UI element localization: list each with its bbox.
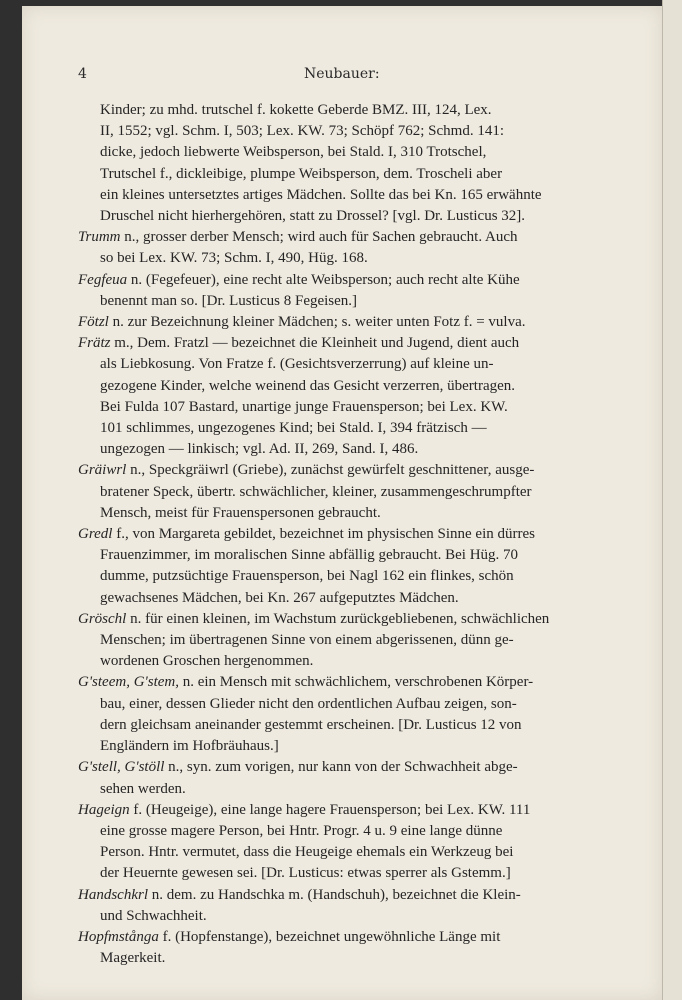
- entry-text: dern gleichsam aneinander gestemmt erscheinen. [Dr. Lusticus 12 von: [100, 716, 522, 733]
- entry-line: [78, 142, 598, 163]
- entry-line: [78, 524, 598, 545]
- entry-headword: Hageign: [78, 801, 130, 818]
- entry-text: n. für einen kleinen, im Wachstum zurückgebliebenen, schwächlichen: [126, 610, 550, 627]
- entry-text: Magerkeit.: [100, 950, 166, 967]
- entry-text: Mensch, meist für Frauenspersonen gebraucht.: [100, 504, 381, 521]
- entry-line: [78, 821, 598, 842]
- entry-text: Trutschel f., dickleibige, plumpe Weibsperson, dem. Troscheli aber: [100, 165, 503, 182]
- entry-line: [78, 291, 598, 312]
- entry-headword: Fegfeua: [78, 271, 128, 288]
- entry-line: [78, 270, 598, 291]
- entry-text: n., Speckgräiwrl (Griebe), zunächst gewürfelt geschnittener, ausge-: [126, 462, 535, 479]
- page-header: [78, 66, 598, 88]
- entry-headword: Gröschl: [78, 610, 127, 627]
- entry-text: f. (Hopfenstange), bezeichnet ungewöhnliche Länge mit: [158, 928, 501, 945]
- entry-text: Menschen; im übertragenen Sinne von einem abgerissenen, dünn ge-: [100, 632, 514, 649]
- entry-line: [78, 100, 598, 121]
- entry-line: [78, 736, 598, 757]
- entry-text: sehen werden.: [100, 780, 186, 797]
- entry-line: [78, 439, 598, 460]
- entry-line: [78, 354, 598, 375]
- entry-line: [78, 121, 598, 142]
- dictionary-entry: [78, 800, 598, 885]
- dictionary-entry: [78, 227, 598, 269]
- entry-line: [78, 651, 598, 672]
- entry-headword: Fötzl: [78, 314, 109, 331]
- entry-text: n. zur Bezeichnung kleiner Mädchen; s. weiter unten Fotz f. = vulva.: [108, 314, 526, 331]
- dictionary-text: [78, 100, 598, 969]
- entry-line: [78, 418, 598, 439]
- page-number: 4: [78, 66, 87, 82]
- entry-line: [78, 609, 598, 630]
- running-head: Neubauer:: [304, 66, 380, 82]
- entry-line: [78, 757, 598, 778]
- entry-text: ungezogen — linkisch; vgl. Ad. II, 269, Sand. I, 486.: [100, 441, 419, 458]
- entry-line: [78, 906, 598, 927]
- entry-line: [78, 333, 598, 354]
- entry-text: f., von Margareta gebildet, bezeichnet im physischen Sinne ein dürres: [112, 526, 535, 543]
- entry-line: [78, 694, 598, 715]
- entry-line: [78, 312, 598, 333]
- entry-headword: Gräiwrl: [78, 462, 127, 479]
- entry-line: [78, 164, 598, 185]
- dictionary-entry: [78, 100, 598, 227]
- dictionary-entry: [78, 609, 598, 673]
- dictionary-entry: [78, 672, 598, 757]
- entry-text: wordenen Groschen hergenommen.: [100, 653, 314, 670]
- entry-line: [78, 588, 598, 609]
- entry-text: dumme, putzsüchtige Frauensperson, bei Nagl 162 ein flinkes, schön: [100, 568, 514, 585]
- entry-text: Person. Hntr. vermutet, dass die Heugeige ehemals ein Werkzeug bei: [100, 844, 514, 861]
- entry-text: und Schwachheit.: [100, 907, 207, 924]
- entry-line: [78, 227, 598, 248]
- entry-line: [78, 545, 598, 566]
- entry-line: [78, 206, 598, 227]
- entry-text: gezogene Kinder, welche weinend das Gesicht verzerren, übertragen.: [100, 377, 516, 394]
- entry-line: [78, 715, 598, 736]
- entry-text: bau, einer, dessen Glieder nicht den ordentlichen Aufbau zeigen, son-: [100, 695, 517, 712]
- entry-text: n. dem. zu Handschka m. (Handschuh), bezeichnet die Klein-: [148, 886, 521, 903]
- entry-line: [78, 248, 598, 269]
- entry-line: [78, 800, 598, 821]
- entry-line: [78, 927, 598, 948]
- entry-line: [78, 779, 598, 800]
- entry-text: n. ein Mensch mit schwächlichem, verschrobenen Körper-: [178, 674, 534, 691]
- entry-text: Druschel nicht hierhergehören, statt zu Drossel? [vgl. Dr. Lusticus 32].: [100, 208, 526, 225]
- entry-line: [78, 376, 598, 397]
- entry-text: II, 1552; vgl. Schm. I, 503; Lex. KW. 73; Schöpf 762; Schmd. 141:: [100, 123, 505, 140]
- entry-headword: Frätz: [78, 335, 111, 352]
- entry-text: Frauenzimmer, im moralischen Sinne abfällig gebraucht. Bei Hüg. 70: [100, 547, 519, 564]
- entry-line: [78, 885, 598, 906]
- entry-text: eine grosse magere Person, bei Hntr. Progr. 4 u. 9 eine lange dünne: [100, 822, 503, 839]
- entry-text: dicke, jedoch liebwerte Weibsperson, bei Stald. I, 310 Trotschel,: [100, 144, 487, 161]
- dictionary-entry: [78, 460, 598, 524]
- entry-line: [78, 948, 598, 969]
- entry-text: m., Dem. Fratzl — bezeichnet die Kleinheit und Jugend, dient auch: [110, 335, 520, 352]
- dictionary-entry: [78, 524, 598, 609]
- entry-text: der Heuernte gewesen sei. [Dr. Lusticus: etwas sperrer als Gstemm.]: [100, 865, 511, 882]
- entry-headword: Hopfmstånga: [78, 928, 159, 945]
- entry-line: [78, 397, 598, 418]
- entry-text: Bei Fulda 107 Bastard, unartige junge Frauensperson; bei Lex. KW.: [100, 398, 508, 415]
- entry-line: [78, 863, 598, 884]
- entry-text: als Liebkosung. Von Fratze f. (Gesichtsverzerrung) auf kleine un-: [100, 356, 494, 373]
- facing-page-edge: [662, 0, 682, 1000]
- entry-text: 101 schlimmes, ungezogenes Kind; bei Stald. I, 394 frätzisch —: [100, 420, 487, 437]
- entry-text: so bei Lex. KW. 73; Schm. I, 490, Hüg. 168.: [100, 250, 368, 267]
- entry-headword: G'steem, G'stem,: [78, 674, 179, 691]
- entry-text: f. (Heugeige), eine lange hagere Frauensperson; bei Lex. KW. 111: [129, 801, 531, 818]
- dictionary-entry: [78, 312, 598, 333]
- entry-line: [78, 672, 598, 693]
- entry-line: [78, 630, 598, 651]
- dictionary-entry: [78, 885, 598, 927]
- dictionary-entry: [78, 333, 598, 460]
- dictionary-entry: [78, 927, 598, 969]
- entry-text: ein kleines untersetztes artiges Mädchen. Sollte das bei Kn. 165 erwähnte: [100, 186, 542, 203]
- entry-text: gewachsenes Mädchen, bei Kn. 267 aufgeputztes Mädchen.: [100, 589, 459, 606]
- entry-line: [78, 503, 598, 524]
- entry-line: [78, 460, 598, 481]
- entry-text: n., grosser derber Mensch; wird auch für Sachen gebraucht. Auch: [120, 229, 518, 246]
- entry-headword: Handschkrl: [78, 886, 148, 903]
- entry-text: Kinder; zu mhd. trutschel f. kokette Geberde BMZ. III, 124, Lex.: [100, 102, 492, 118]
- dictionary-entry: [78, 757, 598, 799]
- entry-line: [78, 842, 598, 863]
- entry-text: Engländern im Hofbräuhaus.]: [100, 738, 279, 755]
- entry-text: benennt man so. [Dr. Lusticus 8 Fegeisen.]: [100, 292, 358, 309]
- entry-headword: G'stell, G'stöll: [78, 759, 165, 776]
- entry-line: [78, 185, 598, 206]
- dictionary-entry: [78, 270, 598, 312]
- entry-line: [78, 566, 598, 587]
- entry-headword: Gredl: [78, 526, 113, 543]
- entry-text: n., syn. zum vorigen, nur kann von der Schwachheit abge-: [164, 759, 518, 776]
- entry-text: bratener Speck, übertr. schwächlicher, kleiner, zusammengeschrumpfter: [100, 483, 532, 500]
- entry-line: [78, 482, 598, 503]
- entry-text: n. (Fegefeuer), eine recht alte Weibsperson; auch recht alte Kühe: [127, 271, 520, 288]
- entry-headword: Trumm: [78, 229, 121, 246]
